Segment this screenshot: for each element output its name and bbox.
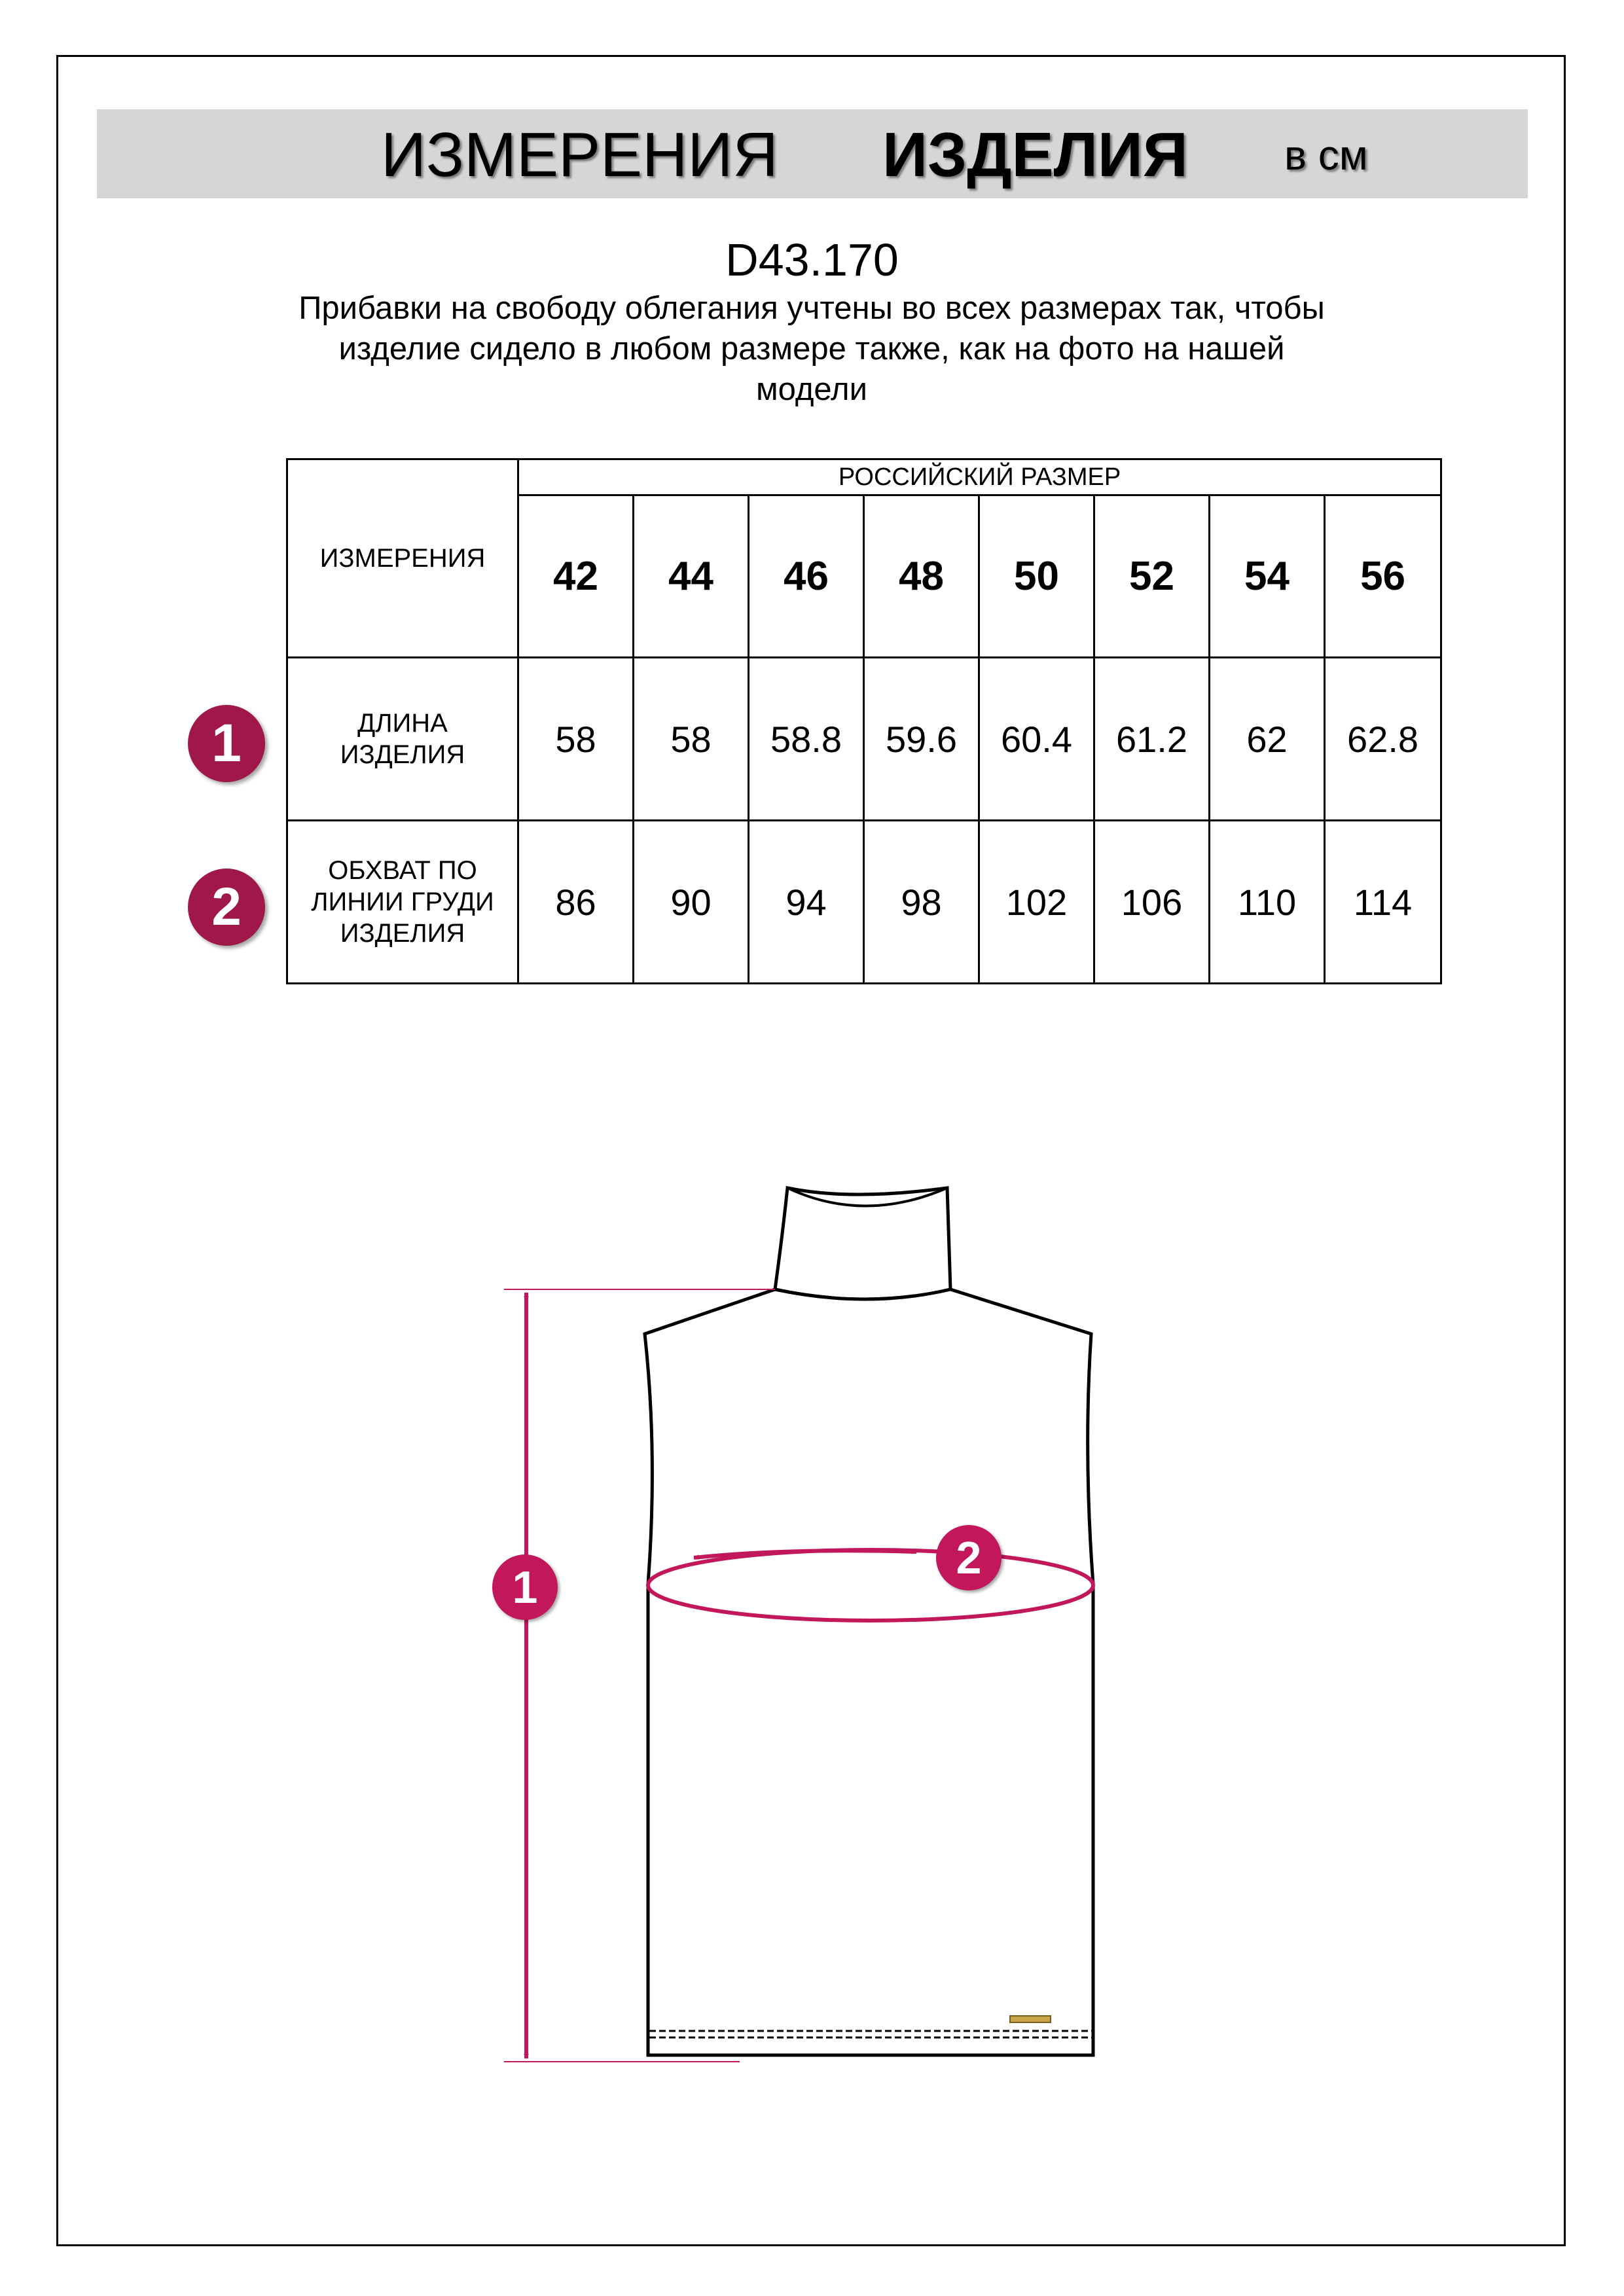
measurements-header: ИЗМЕРЕНИЯ: [287, 459, 518, 658]
row-label-line: ИЗДЕЛИЯ: [340, 919, 465, 948]
table-cell: 60.4: [979, 658, 1094, 821]
table-cell: 90: [634, 821, 749, 984]
size-header: 54: [1210, 495, 1325, 658]
garment-body-outline: [645, 1289, 1093, 2055]
fit-note-line: изделие сидело в любом размере также, как на фото на нашей: [338, 331, 1285, 367]
table-cell: 58: [518, 658, 634, 821]
size-header: 46: [749, 495, 864, 658]
size-group-header: РОССИЙСКИЙ РАЗМЕР: [518, 459, 1441, 495]
title-unit: в см: [1284, 132, 1368, 179]
row-marker-length-badge: 1: [188, 705, 265, 782]
table-cell: 59.6: [864, 658, 979, 821]
table-cell: 102: [979, 821, 1094, 984]
size-header: 50: [979, 495, 1094, 658]
size-header: 56: [1325, 495, 1441, 658]
size-header: 44: [634, 495, 749, 658]
brand-tag: [1010, 2016, 1051, 2022]
table-cell: 86: [518, 821, 634, 984]
title-product: ИЗДЕЛИЯ: [882, 120, 1188, 190]
table-cell: 58: [634, 658, 749, 821]
size-header: 52: [1094, 495, 1210, 658]
table-cell: 98: [864, 821, 979, 984]
table-cell: 58.8: [749, 658, 864, 821]
table-cell: 62.8: [1325, 658, 1441, 821]
table-cell: 110: [1210, 821, 1325, 984]
length-marker-badge: 1: [492, 1554, 558, 1620]
table-cell: 61.2: [1094, 658, 1210, 821]
table-cell: 62: [1210, 658, 1325, 821]
row-marker-chest-badge: 2: [188, 869, 265, 946]
size-header: 42: [518, 495, 634, 658]
chest-marker-badge: 2: [936, 1525, 1001, 1590]
product-code: D43.170: [725, 234, 899, 285]
row-label-line: ОБХВАТ ПО: [328, 856, 477, 885]
fit-note-line: модели: [755, 372, 868, 407]
size-header: 48: [864, 495, 979, 658]
table-cell: 106: [1094, 821, 1210, 984]
table-cell: 94: [749, 821, 864, 984]
title-measurements: ИЗМЕРЕНИЯ: [381, 120, 778, 190]
table-cell: 114: [1325, 821, 1441, 984]
row-label-line: ИЗДЕЛИЯ: [340, 740, 465, 769]
row-label-line: ЛИНИИ ГРУДИ: [311, 888, 494, 916]
row-label-line: ДЛИНА: [357, 709, 448, 738]
fit-note-line: Прибавки на свободу облегания учтены во всех размерах так, чтобы: [298, 291, 1325, 326]
